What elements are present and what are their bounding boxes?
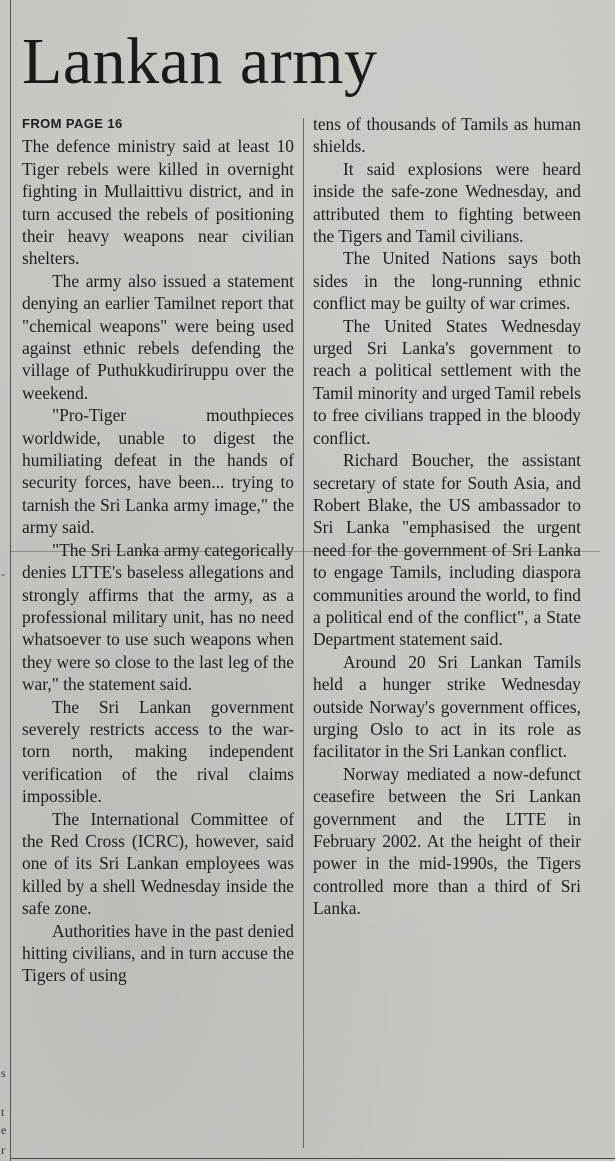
paragraph: The defence ministry said at least 10 Tiger rebels were killed in overnight fighting in Mullaittivu district, and in turn accused the rebels of positioning their heavy weapons near civilian shelters. xyxy=(22,136,294,269)
paragraph: Around 20 Sri Lankan Tamils held a hunger strike Wednesday outside Norway's government offices, urging Oslo to act in its role as facilitator in the Sri Lankan conflict. xyxy=(313,651,581,762)
headline: Lankan army xyxy=(22,25,378,98)
paragraph: Norway mediated a now-defunct ceasefire between the Sri Lankan government and the LTTE in February 2002. At the height of their power in the mid-1990s, the Tigers controlled more than a third of Sri Lanka. xyxy=(313,763,581,919)
bottom-border-rule xyxy=(10,1158,615,1159)
paragraph: The army also issued a statement denying an earlier Tamilnet report that "chemical weapons" were being used against ethnic rebels defending the village of Puthukkudiriruppu over the weekend. xyxy=(22,270,294,403)
paragraph: Richard Boucher, the assistant secretary of state for South Asia, and Robert Blake, the US ambassador to Sri Lanka "emphasised the urgent need for the government of Sri Lanka to engage Tamils, including diaspora communities around the world, to find a political end of the conflict", a State Department statement said. xyxy=(313,450,581,650)
paragraph: "The Sri Lanka army categorically denies LTTE's baseless allegations and strongly affirms that the army, as a professional military unit, has no need whatsoever to use such weapons when they were so close to the last leg of the war," the statement said. xyxy=(22,539,294,695)
paragraph: The Sri Lankan government severely restricts access to the war-torn north, making independent verification of the rival claims impossible. xyxy=(22,696,294,807)
right-column xyxy=(313,113,581,920)
edge-fragment: e xyxy=(1,1123,7,1137)
edge-fragment: r xyxy=(1,1143,5,1157)
jump-line: FROM PAGE 16 xyxy=(22,116,123,131)
paragraph: The United Nations says both sides in the long-running ethnic conflict may be guilty of war crimes. xyxy=(313,248,581,314)
paragraph: The International Committee of the Red Cross (ICRC), however, said one of its Sri Lankan employees was killed by a shell Wednesday inside the safe zone. xyxy=(22,808,294,919)
edge-fragment: t xyxy=(1,1105,5,1119)
column-divider xyxy=(303,118,304,1148)
paragraph: "Pro-Tiger mouthpieces worldwide, unable to digest the humiliating defeat in the hands of security forces, have been... trying to tarnish the Sri Lanka army image," the army said. xyxy=(22,405,294,538)
left-border-rule xyxy=(10,0,11,1161)
edge-fragment: s xyxy=(1,1066,6,1080)
adjacent-column-fragments xyxy=(0,0,10,1161)
paragraph: Authorities have in the past denied hitting civilians, and in turn accuse the Tigers of using xyxy=(22,920,294,986)
left-column xyxy=(22,113,294,987)
paragraph: The United States Wednesday urged Sri Lanka's government to reach a political settlement with the Tamil minority and urged Tamil rebels to free civilians trapped in the bloody conflict. xyxy=(313,315,581,448)
paragraph-continuation: tens of thousands of Tamils as human shields. xyxy=(313,114,581,157)
paragraph: It said explosions were heard inside the safe-zone Wednesday, and attributed them to fighting between the Tigers and Tamil civilians. xyxy=(313,158,581,247)
edge-fragment: - xyxy=(1,567,5,581)
